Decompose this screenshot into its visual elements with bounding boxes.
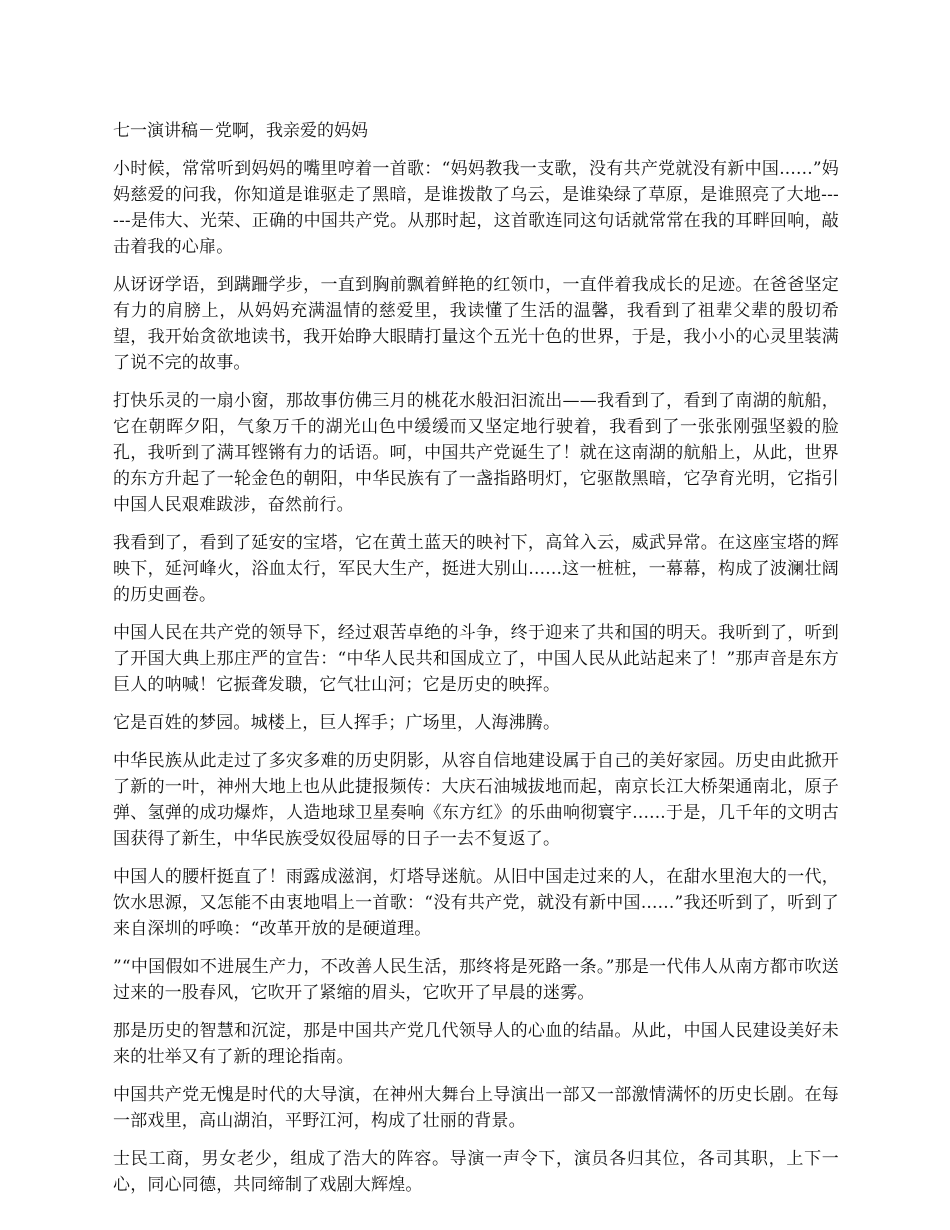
paragraph-6: 它是百姓的梦园。城楼上，巨人挥手；广场里，人海沸腾。 [113, 713, 561, 733]
document-title: 七一演讲稿－党啊，我亲爱的妈妈 [113, 121, 368, 141]
paragraph-12: 士民工商，男女老少，组成了浩大的阵容。导演一声令下，演员各归其位，各司其职，上下一心，同心同德，共同缔制了戏剧大辉煌。 [113, 1149, 839, 1195]
paragraph-3: 打快乐灵的一扇小窗，那故事仿佛三月的桃花水般汩汩流出——我看到了，看到了南湖的航船，它在朝晖夕阳，气象万千的湖光山色中缓缓而又坚定地行驶着，我看到了一张张刚强坚毅的脸孔，我听到了满耳铿锵有力的话语。呵，中国共产党诞生了！就在这南湖的航船上，从此，世界的东方升起了一轮金色的朝阳，中华民族有了一盏指路明灯，它驱散黑暗，它孕育光明，它指引中国人民艰难跋涉，奋然前行。 [113, 391, 839, 515]
paragraph-1: 小时候，常常听到妈妈的嘴里哼着一首歌：“妈妈教我一支歌，没有共产党就没有新中国......”妈妈慈爱的问我，你知道是谁驱走了黑暗，是谁拨散了乌云，是谁染绿了草原，是谁照亮了大地------是伟大、光荣、正确的中国共产党。从那时起，这首歌连同这句话就常常在我的耳畔回响，敲击着我的心扉。 [113, 159, 839, 257]
paragraph-5: 中国人民在共产党的领导下，经过艰苦卓绝的斗争，终于迎来了共和国的明天。我听到了，听到了开国大典上那庄严的宣告：“中华人民共和国成立了，中国人民从此站起来了！”那声音是东方巨人的呐喊！它振聋发聩，它气壮山河；它是历史的映挥。 [113, 623, 839, 695]
paragraph-4: 我看到了，看到了延安的宝塔，它在黄土蓝天的映衬下，高耸入云，威武异常。在这座宝塔的辉映下，延河峰火，浴血太行，军民大生产，挺进大别山......这一桩桩，一幕幕，构成了波澜壮阔的历史画卷。 [113, 533, 839, 605]
paragraph-9: ”“中国假如不进展生产力，不改善人民生活，那终将是死路一条。”那是一代伟人从南方都市吹送过来的一股春风，它吹开了紧缩的眉头，它吹开了早晨的迷雾。 [113, 957, 839, 1003]
document-page [113, 118, 839, 1210]
paragraph-10: 那是历史的智慧和沉淀，那是中国共产党几代领导人的心血的结晶。从此，中国人民建设美好未来的壮举又有了新的理论指南。 [113, 1021, 839, 1067]
paragraph-2: 从讶讶学语，到蹒跚学步，一直到胸前飘着鲜艳的红领巾，一直伴着我成长的足迹。在爸爸坚定有力的肩膀上，从妈妈充满温情的慈爱里，我读懂了生活的温馨，我看到了祖辈父辈的殷切希望，我开始贪欲地读书，我开始睁大眼睛打量这个五光十色的世界，于是，我小小的心灵里装满了说不完的故事。 [113, 275, 839, 373]
paragraph-7: 中华民族从此走过了多灾多难的历史阴影，从容自信地建设属于自己的美好家园。历史由此掀开了新的一叶，神州大地上也从此捷报频传：大庆石油城拔地而起，南京长江大桥架通南北，原子弹、氢弹的成功爆炸，人造地球卫星奏响《东方红》的乐曲响彻寰宇......于是，几千年的文明古国获得了新生，中华民族受奴役屈辱的日子一去不复返了。 [113, 751, 839, 849]
paragraph-8: 中国人的腰杆挺直了！雨露成滋润，灯塔导迷航。从旧中国走过来的人，在甜水里泡大的一代，饮水思源，又怎能不由衷地唱上一首歌：“没有共产党，就没有新中国......”我还听到了，听到了来自深圳的呼唤：“改革开放的是硬道理。 [113, 867, 839, 939]
paragraph-11: 中国共产党无愧是时代的大导演，在神州大舞台上导演出一部又一部激情满怀的历史长剧。在每一部戏里，高山湖泊，平野江河，构成了壮丽的背景。 [113, 1085, 839, 1131]
